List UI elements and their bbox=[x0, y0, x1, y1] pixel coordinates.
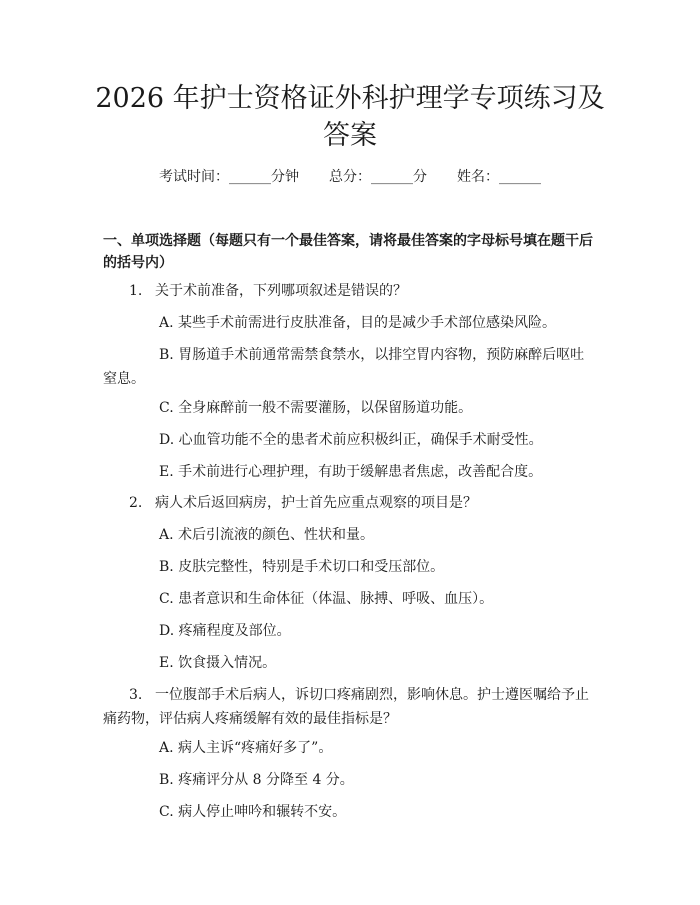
option-2a bbox=[103, 523, 598, 547]
question-number: 2. bbox=[129, 495, 143, 511]
option-text: A. 病人主诉“疼痛好多了”。 bbox=[159, 740, 333, 756]
option-1d bbox=[103, 428, 598, 452]
exam-meta-line bbox=[0, 167, 700, 187]
question-stem: 一位腹部手术后病人，诉切口疼痛剧烈，影响休息。护士遵医嘱给予止痛药物，评估病人疼痛缓解有效的最佳指标是？ bbox=[103, 687, 589, 727]
option-2b bbox=[103, 555, 598, 579]
option-text: B. 胃肠道手术前通常需禁食禁水，以排空胃内容物，预防麻醉后呕吐窒息。 bbox=[103, 347, 585, 387]
option-1c bbox=[103, 396, 598, 420]
option-2c bbox=[103, 587, 598, 611]
option-text: C. 病人停止呻吟和辗转不安。 bbox=[159, 804, 347, 820]
option-text: E. 手术前进行心理护理，有助于缓解患者焦虑，改善配合度。 bbox=[159, 464, 543, 480]
option-text: C. 全身麻醉前一般不需要灌肠，以保留肠道功能。 bbox=[159, 400, 473, 416]
document-title: 2026 年护士资格证外科护理学专项练习及答案 bbox=[95, 83, 605, 151]
score-unit: 分 bbox=[413, 169, 427, 185]
time-blank: ______ bbox=[229, 169, 271, 185]
option-2e bbox=[103, 651, 598, 675]
option-text: B. 疼痛评分从 8 分降至 4 分。 bbox=[159, 772, 354, 788]
question-2 bbox=[103, 491, 598, 515]
time-unit: 分钟 bbox=[271, 169, 299, 185]
question-number: 3. bbox=[129, 687, 143, 703]
question-3 bbox=[103, 683, 598, 731]
option-text: D. 心血管功能不全的患者术前应积极纠正，确保手术耐受性。 bbox=[159, 432, 543, 448]
option-1a bbox=[103, 311, 598, 335]
question-1 bbox=[103, 279, 598, 303]
option-text: D. 疼痛程度及部位。 bbox=[159, 623, 291, 639]
name-blank: ______ bbox=[499, 169, 541, 185]
question-number: 1. bbox=[129, 283, 143, 299]
score-label: 总分： bbox=[329, 169, 371, 185]
option-text: A. 术后引流液的颜色、性状和量。 bbox=[159, 527, 375, 543]
option-text: E. 饮食摄入情况。 bbox=[159, 655, 277, 671]
option-text: B. 皮肤完整性，特别是手术切口和受压部位。 bbox=[159, 559, 445, 575]
option-1b bbox=[103, 343, 598, 391]
question-stem: 病人术后返回病房，护士首先应重点观察的项目是？ bbox=[155, 495, 477, 511]
section-heading: 一、单项选择题（每题只有一个最佳答案，请将最佳答案的字母标号填在题干后的括号内） bbox=[103, 233, 593, 271]
option-2d bbox=[103, 619, 598, 643]
option-text: C. 患者意识和生命体征（体温、脉搏、呼吸、血压）。 bbox=[159, 591, 494, 607]
option-3b bbox=[103, 768, 598, 792]
question-stem: 关于术前准备，下列哪项叙述是错误的？ bbox=[155, 283, 407, 299]
time-label: 考试时间： bbox=[159, 169, 229, 185]
option-3a bbox=[103, 736, 598, 760]
name-label: 姓名： bbox=[457, 169, 499, 185]
option-3c bbox=[103, 800, 598, 824]
option-1e bbox=[103, 460, 598, 484]
score-blank: ______ bbox=[371, 169, 413, 185]
option-text: A. 某些手术前需进行皮肤准备，目的是减少手术部位感染风险。 bbox=[159, 315, 557, 331]
